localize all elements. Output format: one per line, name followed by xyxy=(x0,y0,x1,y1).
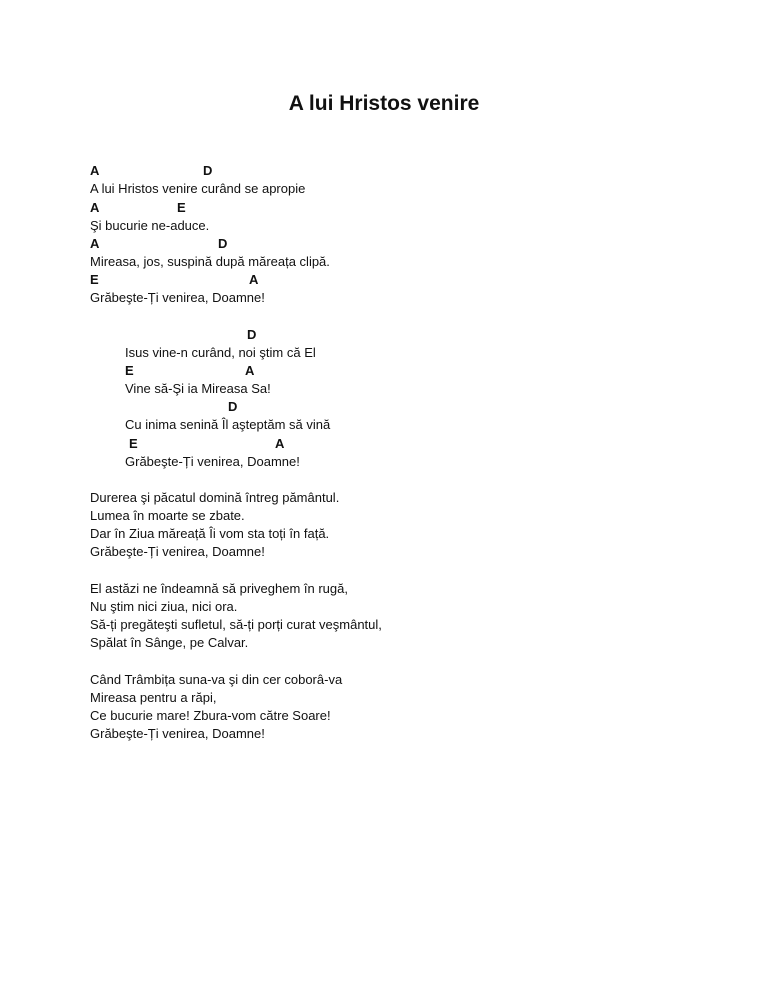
song-title: A lui Hristos venire xyxy=(288,92,480,115)
chord: A xyxy=(245,363,255,378)
chord: E xyxy=(177,200,186,215)
chord: A xyxy=(275,436,285,451)
chord: A xyxy=(90,236,100,251)
lyric-line: Lumea în moarte se zbate. xyxy=(90,508,245,523)
chord: E xyxy=(90,272,99,287)
lyric-line: Ce bucurie mare! Zbura-vom către Soare! xyxy=(90,708,331,723)
lyric-line: Isus vine-n curând, noi ştim că El xyxy=(125,345,316,360)
lyric-line: Să-ți pregăteşti sufletul, să-ți porți curat veşmântul, xyxy=(90,617,382,632)
lyric-line: El astăzi ne îndeamnă să priveghem în rugă, xyxy=(90,581,348,596)
lyric-line: Spălat în Sânge, pe Calvar. xyxy=(90,635,249,650)
lyric-line: A lui Hristos venire curând se apropie xyxy=(90,181,306,196)
lyric-line: Şi bucurie ne-aduce. xyxy=(90,218,210,233)
lyric-line: Când Trâmbița suna-va şi din cer coborâ-va xyxy=(90,672,343,687)
chord: E xyxy=(129,436,138,451)
lyric-line: Grăbeşte-Ți venirea, Doamne! xyxy=(125,454,300,469)
lyric-line: Vine să-Şi ia Mireasa Sa! xyxy=(125,381,271,396)
lyric-line: Grăbeşte-Ți venirea, Doamne! xyxy=(90,290,265,305)
chord: E xyxy=(125,363,134,378)
lyric-line: Mireasa pentru a răpi, xyxy=(90,690,217,705)
chord: D xyxy=(228,399,238,414)
chord: D xyxy=(218,236,228,251)
lyric-line: Grăbeşte-Ți venirea, Doamne! xyxy=(90,544,265,559)
lyric-line: Nu ştim nici ziua, nici ora. xyxy=(90,599,238,614)
chord: A xyxy=(249,272,259,287)
lyric-line: Durerea şi păcatul domină întreg pământul. xyxy=(90,490,340,505)
chord: A xyxy=(90,163,100,178)
lyric-line: Dar în Ziua măreață Îi vom sta toți în față. xyxy=(90,526,330,541)
lyric-line: Cu inima senină Îl aşteptăm să vină xyxy=(125,417,331,432)
lyric-line: Grăbeşte-Ți venirea, Doamne! xyxy=(90,726,265,741)
chord: D xyxy=(247,327,257,342)
chord: A xyxy=(90,200,100,215)
chord: D xyxy=(203,163,213,178)
lyric-line: Mireasa, jos, suspină după măreața clipă. xyxy=(90,254,330,269)
